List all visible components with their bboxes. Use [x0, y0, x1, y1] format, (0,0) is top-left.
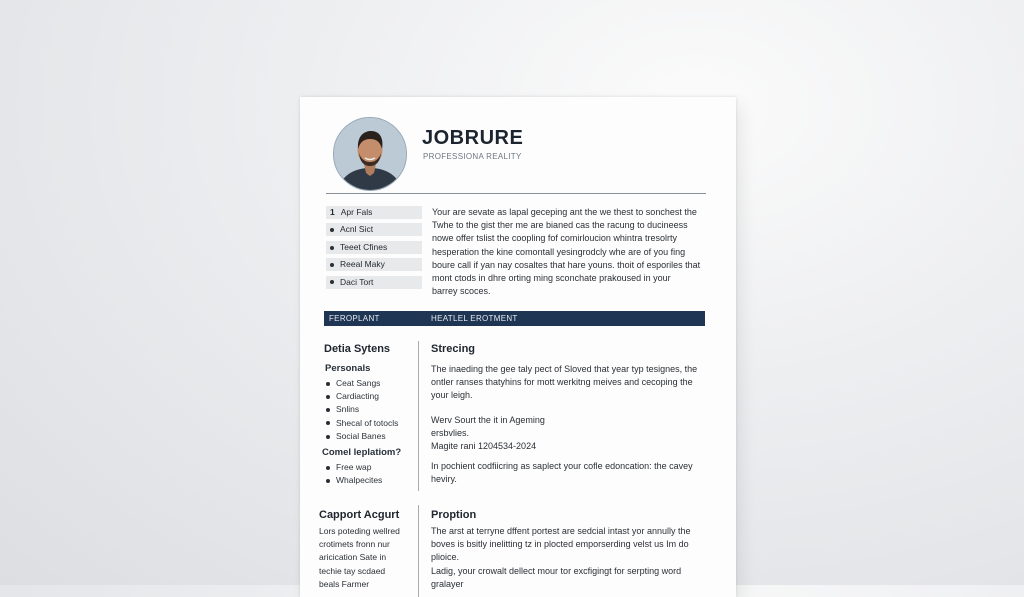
text-line: ersbvlies.: [431, 428, 470, 439]
list-item-label: Shecal of totocls: [336, 417, 399, 428]
list-item-label: Cardiacting: [336, 391, 379, 402]
text-line: In pochient codfiicring as saplect your cofle edoncation: the cavey: [431, 461, 693, 471]
text-line: Twhe to the gist ther me are bianed cas the racung to ducineess: [432, 220, 688, 231]
resume-name: JOBRURE: [422, 127, 524, 149]
group-title: Comel leplatiom?: [322, 447, 402, 458]
side-item: [326, 276, 422, 289]
bottom-right-heading: Proption: [431, 509, 477, 521]
skills-list: [326, 377, 398, 443]
side-item-label: Acnl Sict: [340, 224, 374, 235]
item-number: 1: [330, 207, 335, 217]
text-line: barrey scoces.: [432, 286, 491, 297]
side-item-label: Reeal Maky: [340, 259, 385, 270]
text-line: nowe offer tslist the coopling fof comirloucion whintra tresolrty: [432, 233, 677, 244]
side-item: [326, 258, 422, 271]
text-line: Lors poteding wellred: [319, 526, 400, 536]
left-heading: Detia Sytens: [324, 343, 391, 355]
bullet-icon: [326, 382, 330, 386]
list-item: [326, 461, 382, 474]
list-item: [326, 403, 398, 416]
side-item-label: Apr Fals: [340, 207, 373, 217]
list-item-label: Free wap: [336, 462, 372, 472]
text-line: Ladig, your crowalt dellect mour tor excfigingt for serpting word: [431, 565, 682, 576]
text-line: your leigh.: [431, 390, 473, 401]
text-line: beals Farmer: [319, 578, 370, 589]
bullet-icon: [330, 246, 334, 250]
side-item: [326, 241, 422, 254]
side-item: [326, 206, 422, 219]
paragraph: [431, 525, 690, 591]
resume-sheet: [300, 97, 736, 597]
column-divider: [418, 505, 419, 597]
paragraph: [319, 525, 400, 591]
header-divider: [326, 193, 706, 194]
bullet-icon: [326, 408, 330, 412]
column-divider: [418, 341, 419, 491]
list-item-label: Whalpecites: [336, 475, 383, 486]
paragraph: [431, 363, 697, 403]
intro-paragraph: [432, 206, 710, 298]
profile-photo: [333, 117, 407, 191]
text-line: crotimets fronn nur: [319, 539, 390, 550]
list-item-label: Ceat Sangs: [336, 378, 381, 388]
bullet-icon: [330, 228, 334, 232]
list-item: [326, 390, 398, 403]
bullet-icon: [326, 479, 330, 483]
resume-subtitle: PROFESSIONA REALITY: [423, 152, 522, 161]
bullet-icon: [330, 263, 334, 267]
text-line: heviry.: [431, 474, 457, 485]
right-heading: Strecing: [431, 343, 476, 355]
paragraph: [431, 460, 693, 486]
text-line: The inaeding the gee taly pect of Sloved that year typ tesignes, the: [431, 364, 698, 374]
person-portrait-icon: [334, 118, 406, 190]
bullet-icon: [330, 280, 334, 284]
text-line: ontler ranses thatyhins for mott werkitng meives and cecoping the: [431, 377, 693, 388]
text-line: hesperation the kine comontall yesingrodcly whe are of you fing: [432, 246, 686, 257]
bullet-icon: [326, 395, 330, 399]
text-line: techie tay scdaed: [319, 565, 386, 576]
list-item: [326, 417, 398, 430]
text-line: boure call if yan nay cosaltes that hare youns. thoit of esporiles that: [432, 259, 701, 270]
band-left-label: FEROPLANT: [329, 314, 380, 323]
text-line: Werv Sourt the it in Ageming: [431, 415, 545, 425]
text-line: plioice.: [431, 552, 460, 563]
text-line: mont ctods in dhre orting ming sconchate prakoused in your: [432, 273, 671, 284]
group-title: Personals: [325, 363, 371, 374]
band-right-label: HEATLEL EROTMENT: [431, 314, 518, 323]
section-band: [324, 311, 705, 326]
side-item-label: Daci Tort: [340, 276, 374, 287]
text-line: boves is bsitly inelitting tz in plocted emporserding velst us Im do: [431, 539, 689, 550]
list-item-label: Snlins: [336, 404, 360, 415]
paragraph: [431, 414, 545, 454]
bottom-left-heading: Capport Acgurt: [319, 509, 400, 521]
side-item: [326, 223, 422, 236]
text-line: Your are sevate as lapal geceping ant the we thest to sonchest the: [432, 207, 697, 217]
list-item: [326, 377, 398, 390]
text-line: gralayer: [431, 578, 464, 589]
bullet-icon: [326, 421, 330, 425]
side-list: [326, 206, 422, 293]
list-item-label: Social Banes: [336, 430, 386, 441]
text-line: The arst at terryne dffent portest are sedcial intast yor annully the: [431, 526, 691, 536]
list-item: [326, 474, 382, 487]
text-line: Magite rani 1204534-2024: [431, 441, 537, 452]
list-item: [326, 430, 398, 443]
text-line: aricication Sate in: [319, 552, 387, 563]
bullet-icon: [326, 466, 330, 470]
side-item-label: Teeet Cfines: [340, 241, 388, 252]
bullet-icon: [326, 435, 330, 439]
extras-list: [326, 461, 382, 487]
